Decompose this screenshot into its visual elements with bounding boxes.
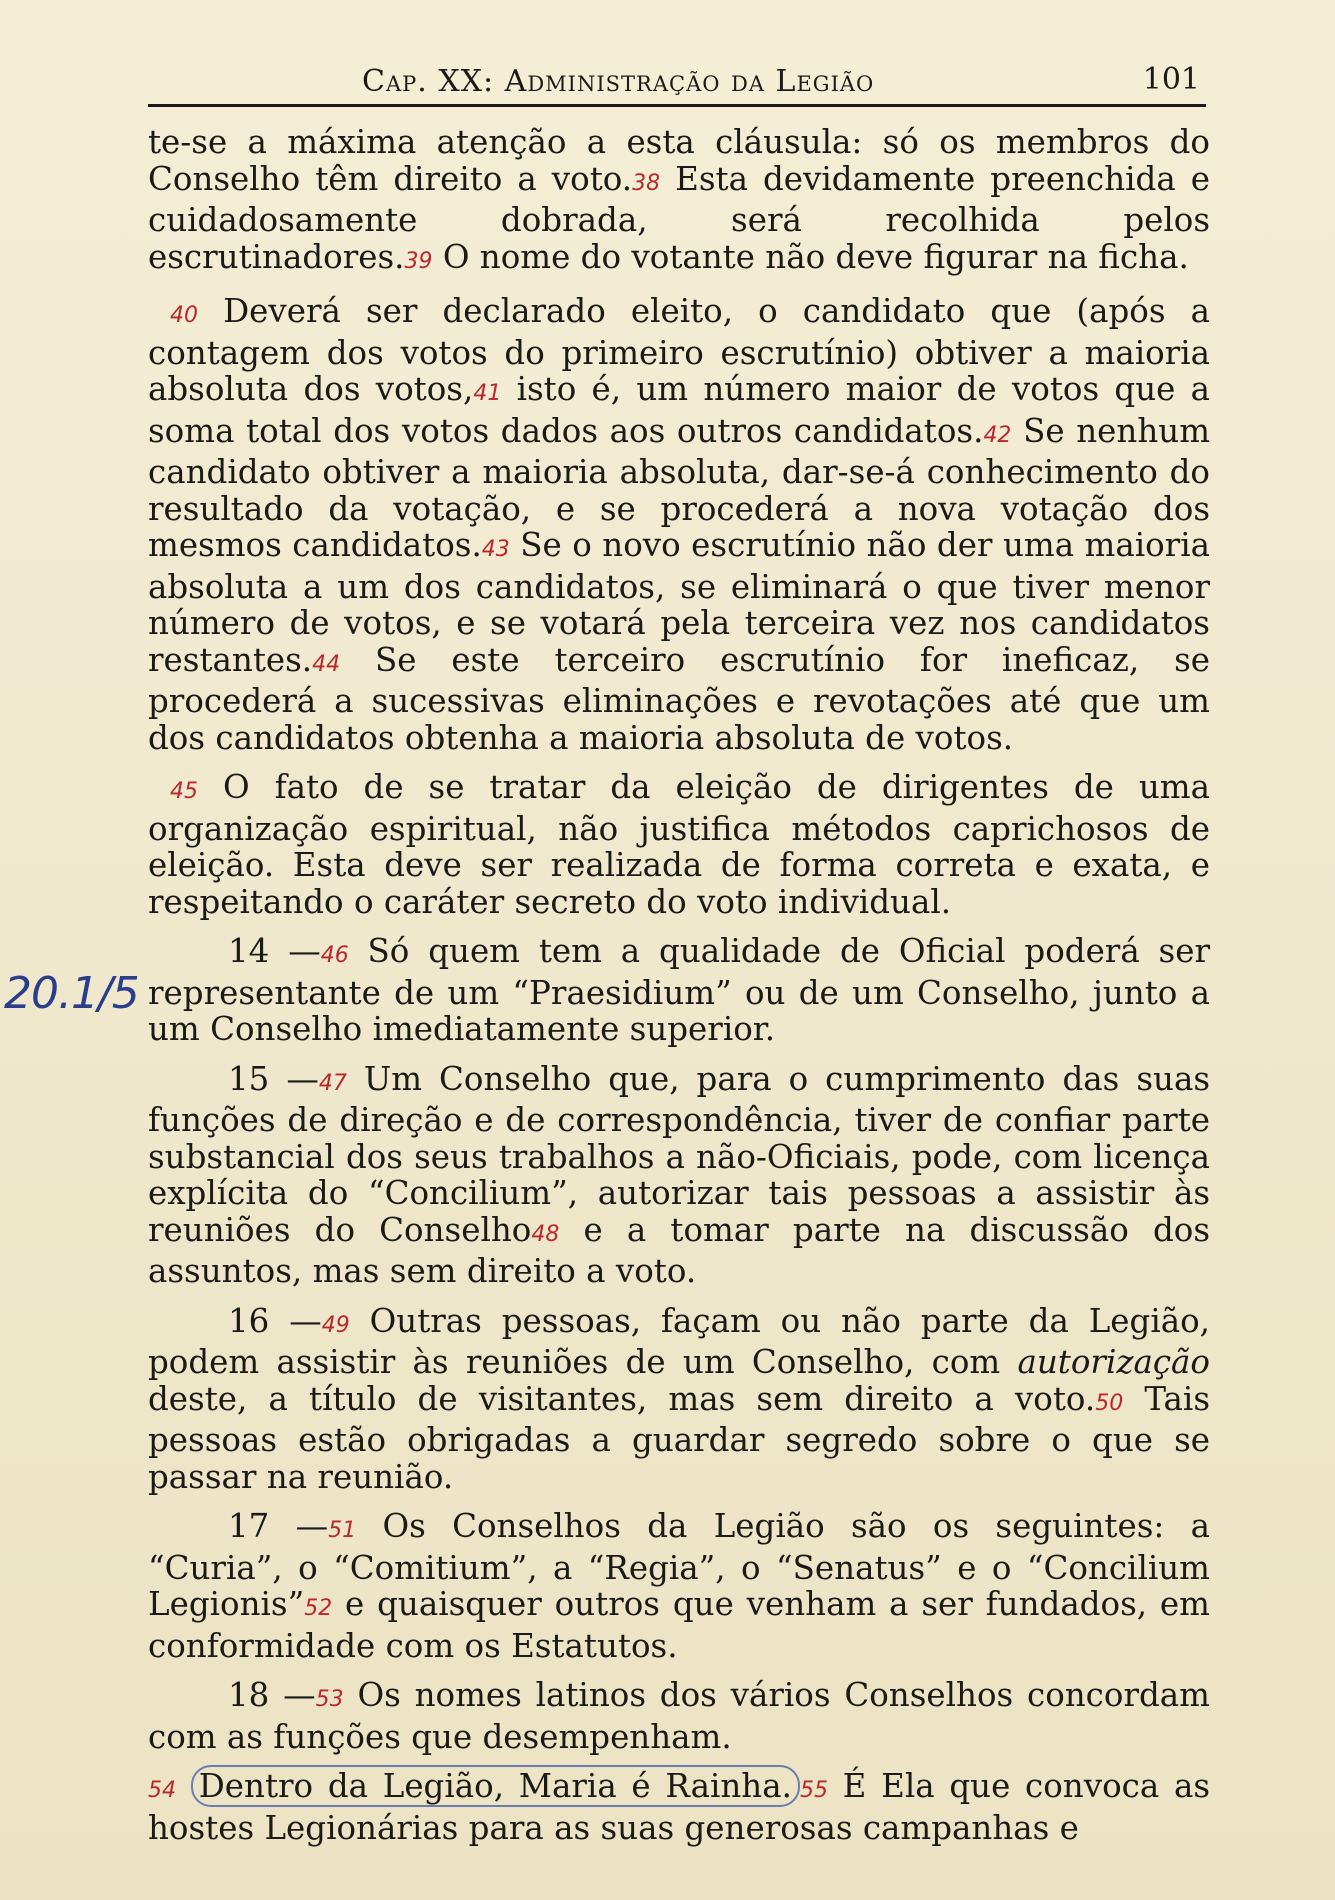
handwritten-verse-mark: 46 [320,943,349,968]
handwritten-verse-mark: 41 [473,381,502,406]
paragraph-15 [148,1061,1210,1290]
text-run: Tais pessoas estão obrigadas a guardar segredo sobre o que se passar na reunião. [148,1379,1210,1496]
text-run: Se este terceiro escrutínio for ineficaz, se procederá a sucessivas eliminações e revotações até que um dos candidatos obtenha a maioria absoluta de votos. [148,640,1210,757]
handwritten-verse-mark: 40 [170,303,198,328]
text-run: Os nomes latinos dos vários Conselhos concordam com as funções que desempenham. [148,1676,1210,1756]
running-header [148,60,1206,107]
paragraph-ballot [148,124,1210,280]
paragraph-election [148,293,1210,756]
text-run: Só quem tem a qualidade de Oficial poderá ser representante de um “Praesidium” ou de um Conselho, junto a um Conselho imediatamente superior. [148,932,1210,1048]
handwritten-verse-mark: 50 [1095,1390,1124,1416]
paragraph-17 [148,1508,1210,1664]
text-run: Deverá ser declarado eleito, o candidato que (após a contagem dos votos do primeiro escrutínio) obtiver a maioria absoluta dos votos, [148,292,1210,408]
handwritten-verse-mark: 38 [632,170,661,196]
text-run: te-se a máxima atenção a esta cláusula: só os membros do Conselho têm direito a voto. [148,123,1210,198]
paragraph-maria [148,1768,1210,1846]
paragraph-16 [148,1303,1210,1496]
handwritten-verse-mark: 51 [328,1518,357,1543]
text-run: deste, a título de visitantes, mas sem direito a voto. [148,1379,1096,1418]
section-number: 14 — [228,932,321,970]
text-run: e a tomar parte na discussão dos assuntos, mas sem direito a voto. [148,1210,1210,1290]
section-number: 15 — [228,1059,319,1098]
text-run: Se nenhum candidato obtiver a maioria absoluta, dar-se-á conhecimento do resultado da votação, e se procederá a nova votação dos mesmos candidatos. [148,411,1211,564]
text-run: É Ela que convoca as hostes Legionárias para as suas generosas campanhas e [148,1767,1211,1847]
section-number: 17 — [228,1507,329,1545]
handwritten-verse-mark: 53 [315,1687,344,1712]
paragraph-spiritual-org [148,769,1210,920]
handwritten-verse-mark: 39 [404,248,433,274]
text-run: O nome do votante não deve figurar na ficha. [432,237,1189,276]
handwritten-verse-mark: 42 [983,422,1012,448]
paragraph-18 [148,1677,1210,1755]
text-run: isto é, um número maior de votos que a soma total dos votos dados aos outros candidatos. [148,370,1210,450]
text-run: Outras pessoas, façam ou não parte da Legião, podem assistir às reuniões de um Conselho, com [148,1301,1211,1381]
circled-text: Dentro da Legião, Maria é Rainha. [191,1765,800,1807]
handwritten-verse-mark: 43 [481,537,510,562]
handwritten-verse-mark: 52 [304,1596,333,1621]
paragraph-14 [148,933,1210,1048]
section-number: 18 — [228,1676,316,1714]
handwritten-verse-mark: 48 [531,1221,560,1247]
handwritten-verse-mark: 44 [312,651,341,677]
text-run: Os Conselhos da Legião são os seguintes: a “Curia”, o “Comitium”, a “Regia”, o “Senatus” e o “Concilium Legionis” [148,1507,1210,1623]
text-run: Esta devidamente preenchida e cuidadosamente dobrada, será recolhida pelos escrutinadores. [148,159,1210,276]
chapter-title: Cap. XX: Administração da Legião [362,64,875,99]
handwritten-verse-mark: 55 [799,1778,828,1803]
emphasized-text: autorização [1017,1343,1210,1381]
text-run: e quaisquer outros que venham a ser fundados, em conformidade com os Estatutos. [148,1585,1210,1665]
page-number: 101 [1142,62,1200,97]
handwritten-verse-mark: 47 [318,1070,347,1096]
handwritten-verse-mark: 45 [170,779,198,804]
handwritten-margin-note: 20.1/5 [4,968,139,1019]
handwritten-verse-mark: 54 [148,1778,176,1803]
body-text [148,124,1210,1846]
text-run: O fato de se tratar da eleição de dirigentes de uma organização espiritual, não justifica métodos caprichosos de eleição. Esta deve ser realizada de forma correta e exata, e respeitando o caráter secreto do voto individual. [148,768,1210,921]
text-run: Um Conselho que, para o cumprimento das suas funções de direção e de correspondência, tiver de confiar parte substancial dos seus trabalhos a não-Oficiais, pode, com licença explícita do “Concilium”, autorizar tais pessoas a assistir às reuniões do Conselho [148,1059,1210,1249]
text-run: Se o novo escrutínio não der uma maioria absoluta a um dos candidatos, se eliminará o que tiver menor número de votos, e se votará pela terceira vez nos candidatos restantes. [148,526,1210,679]
handwritten-verse-mark: 49 [321,1312,350,1338]
section-number: 16 — [228,1301,322,1340]
